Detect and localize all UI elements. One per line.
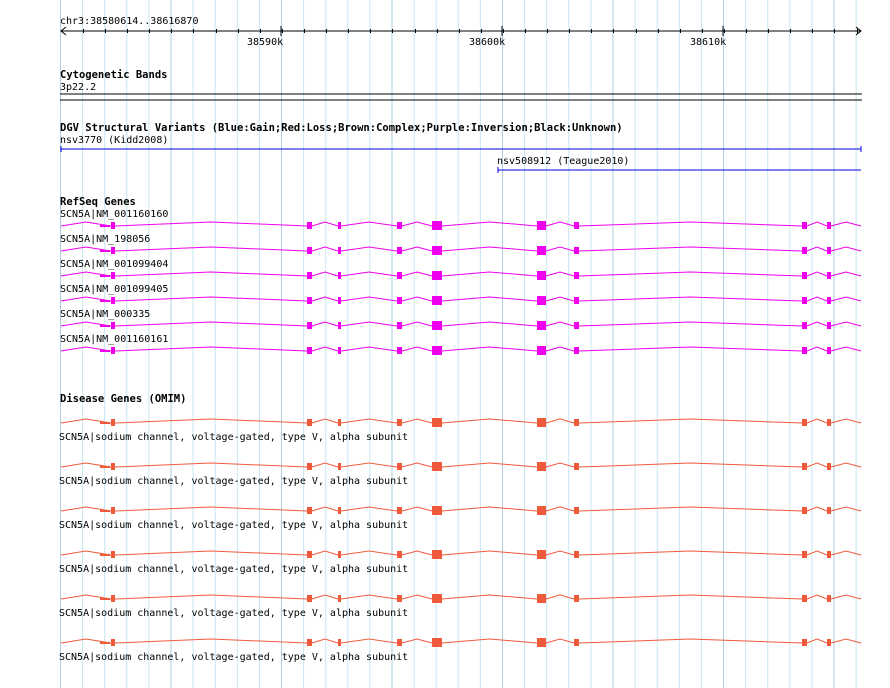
exon-block <box>574 639 579 646</box>
exon-block <box>432 321 442 330</box>
exon-block <box>307 419 312 426</box>
exon-block <box>432 418 442 427</box>
exon-block <box>111 595 115 602</box>
omim-gene[interactable] <box>59 550 861 575</box>
exon-block <box>307 551 312 558</box>
exon-block <box>397 297 402 304</box>
exon-block <box>338 639 341 646</box>
omim-gene[interactable] <box>59 462 861 487</box>
dgv-variant[interactable] <box>60 135 861 152</box>
ruler-track[interactable] <box>60 16 861 48</box>
exon-block <box>802 463 807 470</box>
exon-block <box>338 222 341 229</box>
exon-block <box>827 272 831 279</box>
exon-block <box>432 271 442 280</box>
omim-track[interactable] <box>59 393 861 663</box>
exon-block <box>111 419 115 426</box>
intron-line <box>61 247 861 251</box>
omim-gene-label: SCN5A|sodium channel, voltage-gated, type V, alpha subunit <box>59 476 409 487</box>
omim-gene-label: SCN5A|sodium channel, voltage-gated, type V, alpha subunit <box>59 432 409 443</box>
exon-block <box>338 419 341 426</box>
refseq-gene-label: SCN5A|NM_000335 <box>60 309 151 320</box>
exon-block <box>574 272 579 279</box>
exon-block <box>537 296 546 305</box>
track-title-dgv: DGV Structural Variants (Blue:Gain;Red:Loss;Brown:Complex;Purple:Inversion;Black:Unknown) <box>60 122 623 134</box>
exon-block <box>432 506 442 515</box>
exon-block <box>307 639 312 646</box>
exon-block <box>338 463 341 470</box>
exon-block <box>111 347 115 354</box>
exon-block <box>307 322 312 329</box>
exon-block <box>802 297 807 304</box>
exon-block <box>397 551 402 558</box>
exon-block <box>397 272 402 279</box>
omim-gene-label: SCN5A|sodium channel, voltage-gated, type V, alpha subunit <box>59 564 409 575</box>
background-grid <box>61 0 857 688</box>
intron-line <box>61 463 861 467</box>
refseq-gene[interactable] <box>60 309 861 330</box>
track-title-omim: Disease Genes (OMIM) <box>60 393 187 405</box>
exon-block <box>802 347 807 354</box>
exon-block <box>827 507 831 514</box>
refseq-gene[interactable] <box>60 334 861 355</box>
intron-line <box>61 347 861 351</box>
exon-block <box>537 638 546 647</box>
exon-block <box>827 551 831 558</box>
exon-block <box>827 595 831 602</box>
exon-block <box>802 595 807 602</box>
ruler-tick-label: 38610k <box>690 37 727 48</box>
exon-block <box>574 222 579 229</box>
exon-block <box>397 639 402 646</box>
exon-block <box>537 271 546 280</box>
exon-block <box>537 346 546 355</box>
track-title-cytoband: Cytogenetic Bands <box>60 69 168 81</box>
refseq-gene-label: SCN5A|NM_198056 <box>60 234 151 245</box>
exon-block <box>574 507 579 514</box>
omim-gene-label: SCN5A|sodium channel, voltage-gated, type V, alpha subunit <box>59 520 409 531</box>
exon-block <box>338 347 341 354</box>
exon-block <box>432 296 442 305</box>
refseq-gene[interactable] <box>60 209 861 230</box>
exon-block <box>397 595 402 602</box>
exon-block <box>537 550 546 559</box>
exon-block <box>432 462 442 471</box>
refseq-gene-list <box>60 209 861 355</box>
exon-block <box>338 272 341 279</box>
track-title-refseq: RefSeq Genes <box>60 196 136 208</box>
exon-block <box>574 247 579 254</box>
exon-block <box>432 346 442 355</box>
exon-block <box>432 594 442 603</box>
exon-block <box>111 507 115 514</box>
intron-line <box>61 551 861 555</box>
exon-block <box>537 418 546 427</box>
exon-block <box>827 347 831 354</box>
exon-block <box>574 595 579 602</box>
exon-block <box>827 419 831 426</box>
intron-line <box>61 322 861 326</box>
omim-gene[interactable] <box>59 418 861 443</box>
exon-block <box>338 507 341 514</box>
exon-block <box>111 639 115 646</box>
exon-block <box>338 297 341 304</box>
exon-block <box>432 221 442 230</box>
exon-block <box>574 463 579 470</box>
exon-block <box>307 222 312 229</box>
exon-block <box>827 222 831 229</box>
intron-line <box>61 297 861 301</box>
exon-block <box>574 551 579 558</box>
omim-gene[interactable] <box>59 506 861 531</box>
omim-gene-label: SCN5A|sodium channel, voltage-gated, type V, alpha subunit <box>59 652 409 663</box>
exon-block <box>307 272 312 279</box>
exon-block <box>338 322 341 329</box>
intron-line <box>61 272 861 276</box>
intron-line <box>61 595 861 599</box>
exon-block <box>537 246 546 255</box>
exon-block <box>307 595 312 602</box>
exon-block <box>537 594 546 603</box>
exon-block <box>397 507 402 514</box>
cytoband-label: 3p22.2 <box>60 82 97 93</box>
exon-block <box>802 272 807 279</box>
exon-block <box>802 551 807 558</box>
exon-block <box>111 297 115 304</box>
exon-block <box>307 247 312 254</box>
exon-block <box>111 272 115 279</box>
exon-block <box>574 297 579 304</box>
intron-line <box>61 419 861 423</box>
exon-block <box>111 222 115 229</box>
ruler-location: chr3:38580614..38616870 <box>60 16 199 27</box>
exon-block <box>432 638 442 647</box>
refseq-gene-label: SCN5A|NM_001099404 <box>60 259 169 270</box>
cytoband-track[interactable] <box>60 69 862 100</box>
ruler-tick-label: 38590k <box>247 37 284 48</box>
exon-block <box>111 322 115 329</box>
exon-block <box>307 507 312 514</box>
refseq-gene-label: SCN5A|NM_001160161 <box>60 334 169 345</box>
exon-block <box>111 247 115 254</box>
refseq-gene[interactable] <box>60 284 861 305</box>
exon-block <box>802 419 807 426</box>
exon-block <box>397 347 402 354</box>
dgv-variant-label: nsv3770 (Kidd2008) <box>60 135 169 146</box>
exon-block <box>338 595 341 602</box>
exon-block <box>432 246 442 255</box>
intron-line <box>61 639 861 643</box>
exon-block <box>111 463 115 470</box>
refseq-gene[interactable] <box>60 259 861 280</box>
refseq-gene-label: SCN5A|NM_001099405 <box>60 284 169 295</box>
exon-block <box>338 551 341 558</box>
exon-block <box>111 551 115 558</box>
exon-block <box>802 247 807 254</box>
refseq-gene[interactable] <box>60 234 861 255</box>
exon-block <box>307 463 312 470</box>
refseq-gene-label: SCN5A|NM_001160160 <box>60 209 169 220</box>
omim-gene[interactable] <box>59 594 861 619</box>
ruler-tick-label: 38600k <box>469 37 506 48</box>
exon-block <box>802 222 807 229</box>
exon-block <box>537 321 546 330</box>
refseq-track[interactable] <box>60 196 861 355</box>
exon-block <box>802 639 807 646</box>
exon-block <box>827 247 831 254</box>
exon-block <box>397 463 402 470</box>
exon-block <box>432 550 442 559</box>
exon-block <box>397 222 402 229</box>
exon-block <box>574 322 579 329</box>
exon-block <box>307 297 312 304</box>
dgv-variant-label: nsv508912 (Teague2010) <box>497 156 630 167</box>
exon-block <box>574 419 579 426</box>
exon-block <box>537 462 546 471</box>
intron-line <box>61 222 861 226</box>
exon-block <box>338 247 341 254</box>
exon-block <box>827 639 831 646</box>
exon-block <box>397 247 402 254</box>
exon-block <box>307 347 312 354</box>
exon-block <box>537 221 546 230</box>
exon-block <box>827 297 831 304</box>
omim-gene-label: SCN5A|sodium channel, voltage-gated, type V, alpha subunit <box>59 608 409 619</box>
exon-block <box>537 506 546 515</box>
exon-block <box>397 419 402 426</box>
dgv-track[interactable] <box>60 122 861 173</box>
exon-block <box>827 463 831 470</box>
omim-gene-list <box>59 418 861 663</box>
intron-line <box>61 507 861 511</box>
exon-block <box>827 322 831 329</box>
omim-gene[interactable] <box>59 638 861 663</box>
exon-block <box>802 322 807 329</box>
exon-block <box>802 507 807 514</box>
exon-block <box>574 347 579 354</box>
exon-block <box>397 322 402 329</box>
